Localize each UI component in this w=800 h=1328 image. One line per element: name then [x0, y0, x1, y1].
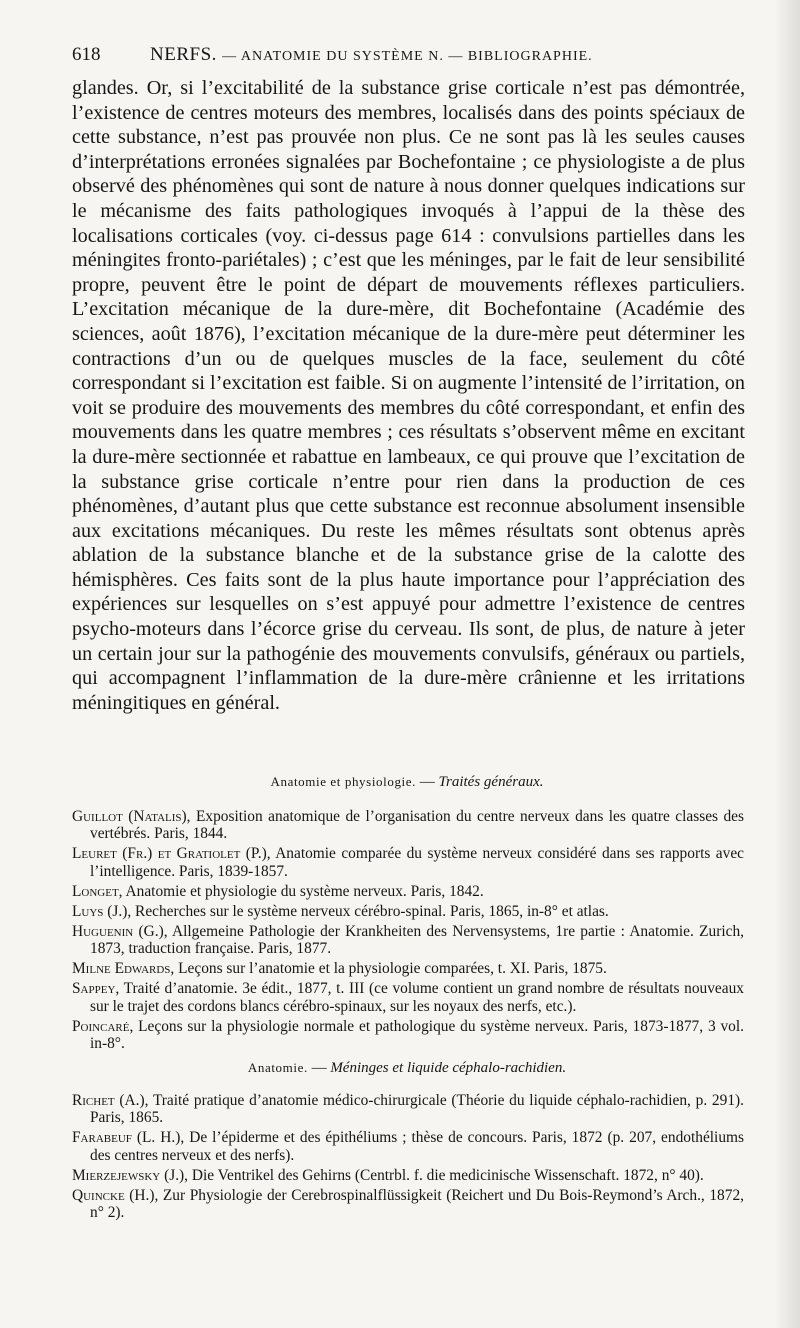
section-title-italic: Traités généraux. [438, 774, 544, 790]
bibliography-entry [72, 960, 744, 977]
bibliography-list-1 [72, 808, 744, 1055]
bibliography-entry [72, 1018, 744, 1053]
entry-author: Richet (A.), [72, 1092, 149, 1109]
entry-author: Leuret (Fr.) et Gratiolet (P.), [72, 845, 271, 863]
entry-text: Allgemeine Pathologie der Krankheiten des Nervensystems, 1re partie : Anatomie. Zurich, 1873, traduction française. Paris, 1877. [90, 922, 745, 958]
bibliography-entry [72, 808, 744, 843]
section-title-dash: — [415, 774, 439, 790]
entry-text: Die Ventrikel des Gehirns (Centrbl. f. die medicinische Wissenschaft. 1872, n° 40). [188, 1166, 704, 1184]
running-head-rest: — ANATOMIE DU SYSTÈME N. — BIBLIOGRAPHIE. [222, 49, 593, 64]
entry-text: Anatomie et physiologie du système nerveux. Paris, 1842. [122, 882, 484, 900]
section-title-dash: — [307, 1060, 331, 1076]
running-head-main: NERFS. [150, 44, 217, 65]
section-title-main: Anatomie et physiologie. [270, 774, 416, 789]
section-title-traites-generaux [72, 772, 742, 792]
entry-author: Longet, [72, 882, 123, 900]
entry-author: Guillot (Natalis), [72, 808, 191, 825]
entry-text: Exposition anatomique de l’organisation du centre nerveux dans les quatre classes des vertébrés. Paris, 1844. [90, 808, 745, 843]
body-paragraph: glandes. Or, si l’excitabilité de la substance grise corticale n’est pas démontrée, l’existence de centres moteurs des membres, localisés dans des points spéciaux de cette substance, n’est pas prouvée non plus. Ce ne sont pas là les seules causes d’interprétations erronées signalées par Bochefontaine ; ce physiologiste a de plus observé des phénomènes qui sont de nature à nous donner quelques indications sur le mécanisme des faits pathologiques invoqués à l’appui de la thèse des localisations corticales (voy. ci-dessus page 614 : convulsions partielles dans les méningites fronto-pariétales) ; c’est que les méninges, par le fait de leur sensibilité propre, peuvent être le point de départ de mouvements réflexes particuliers. L’excitation mécanique de la dure-mère, dit Bochefontaine (Académie des sciences, août 1876), l’excitation mécanique de la dure-mère peut déterminer les contractions d’un ou de quelques muscles de la face, seulement du côté correspondant si l’excitation est faible. Si on augmente l’intensité de l’irritation, on voit se produire des mouvements des membres du côté correspondant, et enfin des mouvements dans les quatre membres ; ces résultats s’observent même en excitant la dure-mère sectionnée et rabattue en lambeaux, ce qui prouve que l’excitation de la substance grise corticale n’entre pour rien dans la production de ces phénomènes, d’autant plus que cette substance est reconnue absolument insensible aux excitations mécaniques. Du reste les mêmes résultats sont obtenus après ablation de la substance blanche et de la substance grise de la calotte des hémisphères. Ces faits sont de la plus haute importance pour l’appréciation des expériences sur lesquelles on s’est appuyé pour admettre l’existence de centres psycho-moteurs dans l’écorce grise du cerveau. Ils sont, de plus, de nature à jeter un certain jour sur la pathogénie des mouvements convulsifs, généraux ou partiels, qui accompagnent l’inflammation de la dure-mère crânienne et les irritations méningitiques en général. [72, 77, 745, 714]
bibliography-entry [72, 980, 744, 1015]
entry-author: Poincaré, [72, 1017, 134, 1035]
page-header [72, 44, 752, 74]
bibliography-entry [72, 923, 744, 958]
bibliography-entry [72, 1167, 744, 1184]
page-number: 618 [72, 44, 101, 65]
entry-author: Sappey, [72, 980, 120, 998]
entry-author: Quincke (H.), [72, 1186, 159, 1204]
entry-author: Luys (J.), [72, 902, 132, 920]
bibliography-entry [72, 883, 744, 900]
section-title-italic: Méninges et liquide céphalo-rachidien. [330, 1060, 567, 1076]
entry-author: Milne Edwards, [72, 960, 175, 978]
running-head [150, 44, 593, 66]
bibliography-list-2 [72, 1092, 744, 1224]
section-title-main: Anatomie. [247, 1060, 308, 1075]
section-title-meninges [72, 1058, 742, 1078]
entry-text: Anatomie comparée du système nerveux considéré dans ses rapports avec l’intelligence. Paris, 1839-1857. [90, 845, 744, 880]
entry-author: Mierzejewsky (J.), [72, 1166, 189, 1184]
entry-text: Traité d’anatomie. 3e édit., 1877, t. III (ce volume contient un grand nombre de résultats nouveaux sur le trajet des cordons blancs cérébro-spinaux, sur les noyaux des nerfs, etc.). [90, 980, 744, 1015]
body-text [72, 76, 745, 715]
entry-text: Recherches sur le système nerveux cérébro-spinal. Paris, 1865, in-8° et atlas. [131, 902, 609, 920]
bibliography-entry [72, 1129, 744, 1164]
page-edge-shadow [774, 0, 800, 1328]
entry-text: De l’épiderme et des épithéliums ; thèse de concours. Paris, 1872 (p. 207, endothéliums des centres nerveux et des nerfs). [90, 1129, 744, 1164]
bibliography-entry [72, 903, 744, 920]
entry-text: Leçons sur la physiologie normale et pathologique du système nerveux. Paris, 1873-1877, 3 vol. in-8°. [90, 1017, 744, 1053]
entry-author: Huguenin (G.), [72, 922, 168, 940]
entry-text: Zur Physiologie der Cerebrospinalflüssigkeit (Reichert und Du Bois-Reymond’s Arch., 1872, n° 2). [90, 1186, 744, 1222]
entry-text: Traité pratique d’anatomie médico-chirurgicale (Théorie du liquide céphalo-rachidien, p. 291). Paris, 1865. [90, 1092, 744, 1127]
entry-author: Farabeuf (L. H.), [72, 1129, 185, 1147]
bibliography-entry [72, 845, 744, 880]
bibliography-entry [72, 1187, 744, 1222]
bibliography-entry [72, 1092, 744, 1127]
entry-text: Leçons sur l’anatomie et la physiologie comparées, t. XI. Paris, 1875. [174, 960, 607, 978]
